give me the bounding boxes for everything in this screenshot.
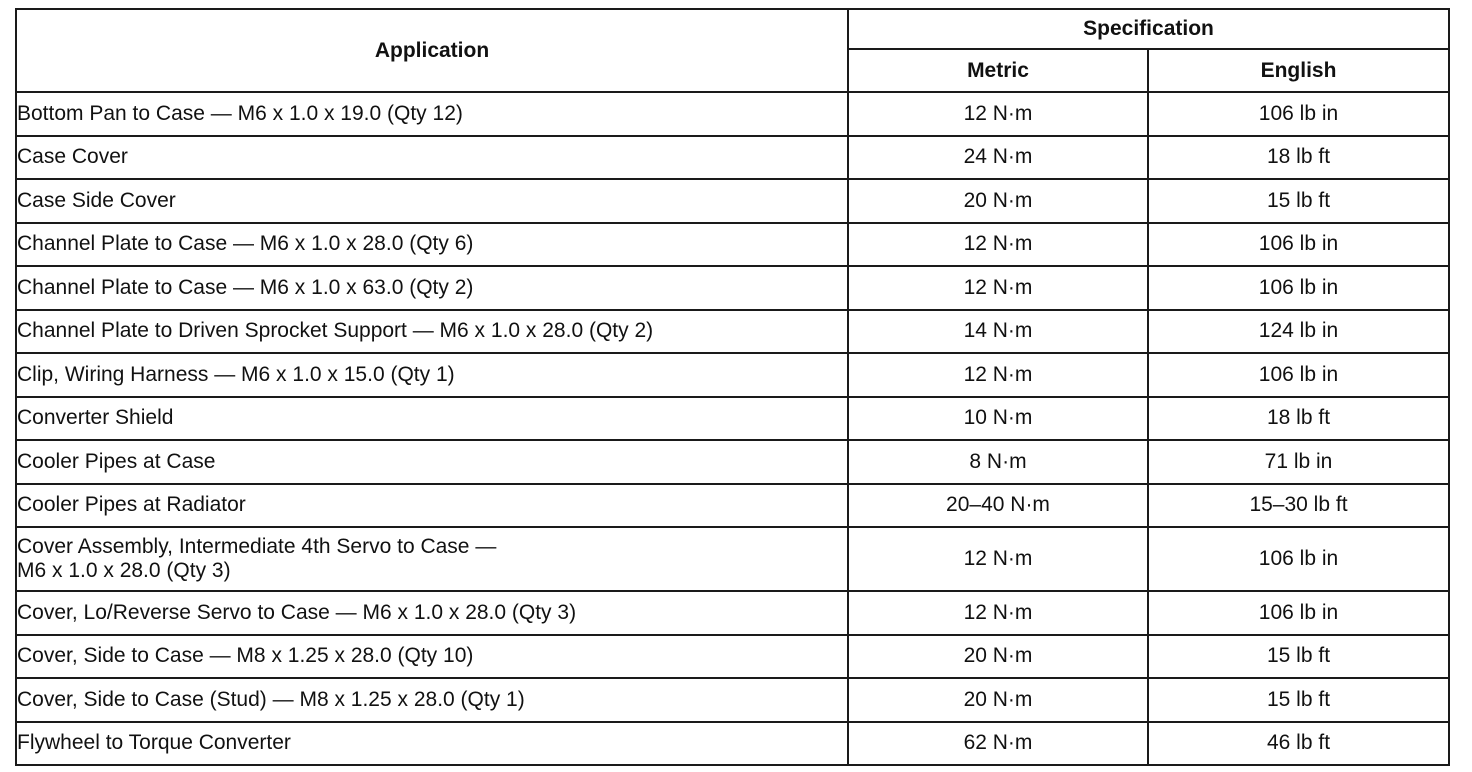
table-row bbox=[16, 484, 1449, 528]
metric-cell: 20 N·m bbox=[848, 635, 1148, 679]
english-cell: 15–30 lb ft bbox=[1148, 484, 1449, 528]
table-row bbox=[16, 678, 1449, 722]
table-row bbox=[16, 353, 1449, 397]
application-cell-line: M6 x 1.0 x 28.0 (Qty 3) bbox=[17, 559, 231, 582]
application-cell: Case Side Cover bbox=[16, 179, 848, 223]
table-row bbox=[16, 136, 1449, 180]
english-cell: 106 lb in bbox=[1148, 353, 1449, 397]
application-cell bbox=[16, 527, 848, 591]
torque-spec-table bbox=[15, 8, 1450, 766]
english-cell: 46 lb ft bbox=[1148, 722, 1449, 766]
table-row bbox=[16, 635, 1449, 679]
application-cell: Flywheel to Torque Converter bbox=[16, 722, 848, 766]
specification-header: Specification bbox=[848, 9, 1449, 49]
table-row bbox=[16, 223, 1449, 267]
table-row bbox=[16, 179, 1449, 223]
metric-cell: 14 N·m bbox=[848, 310, 1148, 354]
application-cell-line: Cover Assembly, Intermediate 4th Servo to Case — bbox=[17, 535, 497, 558]
english-cell: 18 lb ft bbox=[1148, 136, 1449, 180]
metric-cell: 62 N·m bbox=[848, 722, 1148, 766]
metric-cell: 12 N·m bbox=[848, 92, 1148, 136]
application-cell: Bottom Pan to Case — M6 x 1.0 x 19.0 (Qty 12) bbox=[16, 92, 848, 136]
table-row bbox=[16, 397, 1449, 441]
application-cell: Cooler Pipes at Radiator bbox=[16, 484, 848, 528]
english-cell: 15 lb ft bbox=[1148, 678, 1449, 722]
metric-cell: 24 N·m bbox=[848, 136, 1148, 180]
metric-cell: 20 N·m bbox=[848, 678, 1148, 722]
english-cell: 106 lb in bbox=[1148, 92, 1449, 136]
table-row bbox=[16, 310, 1449, 354]
english-header: English bbox=[1148, 49, 1449, 92]
metric-cell: 12 N·m bbox=[848, 266, 1148, 310]
application-cell: Clip, Wiring Harness — M6 x 1.0 x 15.0 (Qty 1) bbox=[16, 353, 848, 397]
english-cell: 15 lb ft bbox=[1148, 179, 1449, 223]
metric-header: Metric bbox=[848, 49, 1148, 92]
application-cell: Converter Shield bbox=[16, 397, 848, 441]
table-row bbox=[16, 440, 1449, 484]
application-cell: Cooler Pipes at Case bbox=[16, 440, 848, 484]
metric-cell: 12 N·m bbox=[848, 353, 1148, 397]
application-cell: Channel Plate to Driven Sprocket Support — M6 x 1.0 x 28.0 (Qty 2) bbox=[16, 310, 848, 354]
table-row bbox=[16, 591, 1449, 635]
application-cell: Case Cover bbox=[16, 136, 848, 180]
application-cell: Cover, Lo/Reverse Servo to Case — M6 x 1.0 x 28.0 (Qty 3) bbox=[16, 591, 848, 635]
application-cell: Cover, Side to Case (Stud) — M8 x 1.25 x 28.0 (Qty 1) bbox=[16, 678, 848, 722]
english-cell: 18 lb ft bbox=[1148, 397, 1449, 441]
metric-cell: 12 N·m bbox=[848, 527, 1148, 591]
application-cell: Channel Plate to Case — M6 x 1.0 x 63.0 (Qty 2) bbox=[16, 266, 848, 310]
application-cell: Channel Plate to Case — M6 x 1.0 x 28.0 (Qty 6) bbox=[16, 223, 848, 267]
english-cell: 71 lb in bbox=[1148, 440, 1449, 484]
english-cell: 106 lb in bbox=[1148, 591, 1449, 635]
english-cell: 124 lb in bbox=[1148, 310, 1449, 354]
table-row bbox=[16, 266, 1449, 310]
table-row bbox=[16, 527, 1449, 591]
application-header: Application bbox=[16, 9, 848, 92]
english-cell: 106 lb in bbox=[1148, 223, 1449, 267]
english-cell: 106 lb in bbox=[1148, 266, 1449, 310]
table-row bbox=[16, 722, 1449, 766]
application-cell: Cover, Side to Case — M8 x 1.25 x 28.0 (Qty 10) bbox=[16, 635, 848, 679]
metric-cell: 10 N·m bbox=[848, 397, 1148, 441]
english-cell: 15 lb ft bbox=[1148, 635, 1449, 679]
metric-cell: 20 N·m bbox=[848, 179, 1148, 223]
table-row bbox=[16, 92, 1449, 136]
metric-cell: 20–40 N·m bbox=[848, 484, 1148, 528]
metric-cell: 12 N·m bbox=[848, 591, 1148, 635]
english-cell: 106 lb in bbox=[1148, 527, 1449, 591]
metric-cell: 8 N·m bbox=[848, 440, 1148, 484]
metric-cell: 12 N·m bbox=[848, 223, 1148, 267]
